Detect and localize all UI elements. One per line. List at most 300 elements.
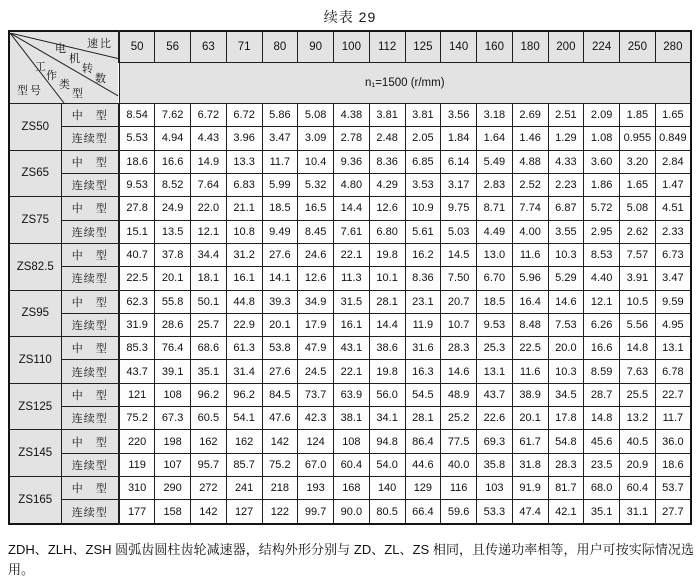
value-cell: 85.3	[119, 337, 155, 360]
value-cell: 13.1	[655, 337, 691, 360]
value-cell: 28.1	[405, 407, 441, 430]
value-cell: 43.1	[334, 337, 370, 360]
type-cell-medium: 中 型	[61, 383, 119, 406]
value-cell: 8.36	[369, 150, 405, 173]
value-cell: 6.78	[655, 360, 691, 383]
model-row-continuous	[9, 173, 691, 196]
value-cell: 2.48	[369, 127, 405, 150]
value-cell: 12.6	[298, 267, 334, 290]
model-cell: ZS50	[9, 104, 61, 151]
motor-speed-note: n₁=1500 (r/mm)	[119, 63, 691, 104]
value-cell: 1.86	[584, 173, 620, 196]
value-cell: 290	[155, 477, 191, 500]
value-cell: 16.2	[405, 243, 441, 266]
value-cell: 4.38	[334, 104, 370, 127]
value-cell: 2.83	[477, 173, 513, 196]
value-cell: 9.36	[334, 150, 370, 173]
value-cell: 44.6	[405, 453, 441, 476]
ratio-header-cell: 125	[405, 31, 441, 63]
value-cell: 47.4	[512, 500, 548, 524]
value-cell: 8.71	[477, 197, 513, 220]
value-cell: 45.6	[584, 430, 620, 453]
value-cell: 36.0	[655, 430, 691, 453]
value-cell: 60.4	[620, 477, 656, 500]
value-cell: 162	[226, 430, 262, 453]
value-cell: 218	[262, 477, 298, 500]
value-cell: 43.7	[477, 383, 513, 406]
table-title: 续表 29	[323, 9, 377, 25]
value-cell: 66.4	[405, 500, 441, 524]
value-cell: 22.5	[512, 337, 548, 360]
value-cell: 40.0	[441, 453, 477, 476]
value-cell: 25.7	[191, 313, 227, 336]
value-cell: 61.3	[226, 337, 262, 360]
value-cell: 7.64	[191, 173, 227, 196]
value-cell: 18.6	[119, 150, 155, 173]
value-cell: 129	[405, 477, 441, 500]
value-cell: 0.849	[655, 127, 691, 150]
value-cell: 34.5	[548, 383, 584, 406]
value-cell: 7.57	[620, 243, 656, 266]
value-cell: 31.1	[620, 500, 656, 524]
value-cell: 7.62	[155, 104, 191, 127]
value-cell: 34.1	[369, 407, 405, 430]
value-cell: 34.9	[298, 290, 334, 313]
value-cell: 4.80	[334, 173, 370, 196]
value-cell: 47.6	[262, 407, 298, 430]
value-cell: 220	[119, 430, 155, 453]
value-cell: 31.8	[512, 453, 548, 476]
value-cell: 3.20	[620, 150, 656, 173]
value-cell: 22.5	[119, 267, 155, 290]
value-cell: 158	[155, 500, 191, 524]
value-cell: 13.2	[620, 407, 656, 430]
reducer-spec-table	[8, 30, 692, 525]
value-cell: 124	[298, 430, 334, 453]
value-cell: 5.72	[584, 197, 620, 220]
value-cell: 142	[262, 430, 298, 453]
value-cell: 16.5	[298, 197, 334, 220]
value-cell: 16.6	[155, 150, 191, 173]
value-cell: 95.7	[191, 453, 227, 476]
value-cell: 9.49	[262, 220, 298, 243]
value-cell: 310	[119, 477, 155, 500]
value-cell: 69.3	[477, 430, 513, 453]
type-cell-continuous: 连续型	[61, 313, 119, 336]
model-row-continuous	[9, 453, 691, 476]
value-cell: 2.95	[584, 220, 620, 243]
value-cell: 85.7	[226, 453, 262, 476]
value-cell: 1.08	[584, 127, 620, 150]
value-cell: 22.7	[655, 383, 691, 406]
value-cell: 31.4	[226, 360, 262, 383]
value-cell: 18.5	[262, 197, 298, 220]
value-cell: 10.3	[548, 243, 584, 266]
value-cell: 6.80	[369, 220, 405, 243]
value-cell: 127	[226, 500, 262, 524]
value-cell: 35.1	[584, 500, 620, 524]
value-cell: 168	[334, 477, 370, 500]
value-cell: 20.1	[262, 313, 298, 336]
value-cell: 119	[119, 453, 155, 476]
type-cell-medium: 中 型	[61, 430, 119, 453]
value-cell: 1.29	[548, 127, 584, 150]
value-cell: 53.7	[655, 477, 691, 500]
model-cell: ZS125	[9, 383, 61, 430]
value-cell: 73.7	[298, 383, 334, 406]
model-cell: ZS145	[9, 430, 61, 477]
value-cell: 28.3	[548, 453, 584, 476]
type-cell-medium: 中 型	[61, 290, 119, 313]
type-cell-medium: 中 型	[61, 337, 119, 360]
value-cell: 6.83	[226, 173, 262, 196]
value-cell: 108	[334, 430, 370, 453]
value-cell: 103	[477, 477, 513, 500]
value-cell: 5.86	[262, 104, 298, 127]
value-cell: 6.72	[191, 104, 227, 127]
value-cell: 62.3	[119, 290, 155, 313]
value-cell: 4.51	[655, 197, 691, 220]
ratio-header-cell: 71	[226, 31, 262, 63]
model-row-medium	[9, 337, 691, 360]
value-cell: 8.45	[298, 220, 334, 243]
model-row-continuous	[9, 220, 691, 243]
value-cell: 28.1	[369, 290, 405, 313]
value-cell: 35.8	[477, 453, 513, 476]
value-cell: 3.53	[405, 173, 441, 196]
ratio-header-cell: 250	[620, 31, 656, 63]
value-cell: 2.69	[512, 104, 548, 127]
model-cell: ZS110	[9, 337, 61, 384]
value-cell: 34.4	[191, 243, 227, 266]
value-cell: 24.6	[298, 243, 334, 266]
value-cell: 8.53	[584, 243, 620, 266]
value-cell: 108	[155, 383, 191, 406]
value-cell: 3.81	[369, 104, 405, 127]
model-row-medium	[9, 197, 691, 220]
value-cell: 4.40	[584, 267, 620, 290]
value-cell: 2.51	[548, 104, 584, 127]
value-cell: 3.18	[477, 104, 513, 127]
value-cell: 23.1	[405, 290, 441, 313]
model-cell: ZS65	[9, 150, 61, 197]
value-cell: 59.6	[441, 500, 477, 524]
value-cell: 24.9	[155, 197, 191, 220]
value-cell: 6.87	[548, 197, 584, 220]
value-cell: 7.61	[334, 220, 370, 243]
value-cell: 6.73	[655, 243, 691, 266]
value-cell: 60.5	[191, 407, 227, 430]
value-cell: 13.1	[477, 360, 513, 383]
value-cell: 31.5	[334, 290, 370, 313]
value-cell: 6.70	[477, 267, 513, 290]
value-cell: 6.72	[226, 104, 262, 127]
value-cell: 13.0	[477, 243, 513, 266]
value-cell: 10.3	[548, 360, 584, 383]
value-cell: 27.6	[262, 243, 298, 266]
value-cell: 122	[262, 500, 298, 524]
value-cell: 107	[155, 453, 191, 476]
value-cell: 42.3	[298, 407, 334, 430]
value-cell: 67.3	[155, 407, 191, 430]
value-cell: 14.6	[441, 360, 477, 383]
value-cell: 35.1	[191, 360, 227, 383]
value-cell: 2.78	[334, 127, 370, 150]
value-cell: 3.56	[441, 104, 477, 127]
value-cell: 9.53	[119, 173, 155, 196]
value-cell: 14.6	[548, 290, 584, 313]
value-cell: 22.0	[191, 197, 227, 220]
value-cell: 28.6	[155, 313, 191, 336]
value-cell: 11.3	[334, 267, 370, 290]
model-row-continuous	[9, 313, 691, 336]
value-cell: 5.08	[620, 197, 656, 220]
value-cell: 3.47	[262, 127, 298, 150]
type-cell-continuous: 连续型	[61, 360, 119, 383]
ratio-header-cell: 180	[512, 31, 548, 63]
model-cell: ZS75	[9, 197, 61, 244]
value-cell: 10.8	[226, 220, 262, 243]
value-cell: 1.64	[477, 127, 513, 150]
value-cell: 94.8	[369, 430, 405, 453]
value-cell: 4.29	[369, 173, 405, 196]
value-cell: 9.59	[655, 290, 691, 313]
ratio-header-cell: 200	[548, 31, 584, 63]
value-cell: 63.9	[334, 383, 370, 406]
ratio-header-cell: 56	[155, 31, 191, 63]
value-cell: 2.05	[405, 127, 441, 150]
value-cell: 60.4	[334, 453, 370, 476]
model-label: 型号	[17, 84, 43, 97]
value-cell: 53.8	[262, 337, 298, 360]
value-cell: 10.5	[620, 290, 656, 313]
value-cell: 10.4	[298, 150, 334, 173]
value-cell: 3.55	[548, 220, 584, 243]
value-cell: 5.32	[298, 173, 334, 196]
value-cell: 75.2	[119, 407, 155, 430]
value-cell: 14.8	[584, 407, 620, 430]
value-cell: 193	[298, 477, 334, 500]
value-cell: 4.95	[655, 313, 691, 336]
value-cell: 2.23	[548, 173, 584, 196]
value-cell: 14.5	[441, 243, 477, 266]
type-cell-continuous: 连续型	[61, 453, 119, 476]
value-cell: 25.5	[620, 383, 656, 406]
table-body	[9, 104, 691, 525]
value-cell: 15.1	[119, 220, 155, 243]
value-cell: 96.2	[191, 383, 227, 406]
value-cell: 23.5	[584, 453, 620, 476]
value-cell: 7.74	[512, 197, 548, 220]
type-cell-continuous: 连续型	[61, 407, 119, 430]
value-cell: 162	[191, 430, 227, 453]
value-cell: 14.8	[620, 337, 656, 360]
value-cell: 4.88	[512, 150, 548, 173]
value-cell: 54.1	[226, 407, 262, 430]
value-cell: 22.6	[477, 407, 513, 430]
ratio-header-cell: 63	[191, 31, 227, 63]
value-cell: 140	[369, 477, 405, 500]
value-cell: 241	[226, 477, 262, 500]
value-cell: 39.1	[155, 360, 191, 383]
value-cell: 4.00	[512, 220, 548, 243]
value-cell: 121	[119, 383, 155, 406]
value-cell: 50.1	[191, 290, 227, 313]
value-cell: 10.9	[405, 197, 441, 220]
value-cell: 19.8	[369, 360, 405, 383]
type-cell-medium: 中 型	[61, 150, 119, 173]
value-cell: 20.9	[620, 453, 656, 476]
value-cell: 14.9	[191, 150, 227, 173]
value-cell: 16.6	[584, 337, 620, 360]
value-cell: 1.46	[512, 127, 548, 150]
value-cell: 27.6	[262, 360, 298, 383]
value-cell: 8.54	[119, 104, 155, 127]
value-cell: 8.36	[405, 267, 441, 290]
value-cell: 7.53	[548, 313, 584, 336]
value-cell: 54.0	[369, 453, 405, 476]
value-cell: 16.3	[405, 360, 441, 383]
ratio-header-cell: 80	[262, 31, 298, 63]
value-cell: 6.14	[441, 150, 477, 173]
value-cell: 17.8	[548, 407, 584, 430]
ratio-header-cell: 100	[334, 31, 370, 63]
type-cell-continuous: 连续型	[61, 173, 119, 196]
value-cell: 24.5	[298, 360, 334, 383]
value-cell: 3.09	[298, 127, 334, 150]
type-cell-continuous: 连续型	[61, 127, 119, 150]
value-cell: 4.33	[548, 150, 584, 173]
model-cell: ZS82.5	[9, 243, 61, 290]
value-cell: 20.0	[548, 337, 584, 360]
type-cell-continuous: 连续型	[61, 267, 119, 290]
value-cell: 17.9	[298, 313, 334, 336]
value-cell: 3.81	[405, 104, 441, 127]
diagonal-header: 速比 电 机 转 数 工 作 类 型 型号	[10, 33, 118, 103]
type-cell-medium: 中 型	[61, 104, 119, 127]
value-cell: 80.5	[369, 500, 405, 524]
value-cell: 9.75	[441, 197, 477, 220]
type-cell-continuous: 连续型	[61, 500, 119, 524]
value-cell: 5.96	[512, 267, 548, 290]
value-cell: 20.1	[512, 407, 548, 430]
value-cell: 38.1	[334, 407, 370, 430]
value-cell: 5.61	[405, 220, 441, 243]
value-cell: 12.6	[369, 197, 405, 220]
value-cell: 19.8	[369, 243, 405, 266]
value-cell: 4.43	[191, 127, 227, 150]
value-cell: 38.9	[512, 383, 548, 406]
ratio-header-cell: 224	[584, 31, 620, 63]
value-cell: 11.6	[512, 243, 548, 266]
value-cell: 20.7	[441, 290, 477, 313]
value-cell: 12.1	[191, 220, 227, 243]
value-cell: 1.84	[441, 127, 477, 150]
value-cell: 28.3	[441, 337, 477, 360]
value-cell: 76.4	[155, 337, 191, 360]
footnote: ZDH、ZLH、ZSH 圆弧齿圆柱齿轮减速器，结构外形分别与 ZD、ZL、ZS 相同，且传递功率相等，用户可按实际情况选用。	[8, 542, 694, 577]
ratio-header-row	[9, 31, 691, 63]
value-cell: 116	[441, 477, 477, 500]
value-cell: 55.8	[155, 290, 191, 313]
value-cell: 48.9	[441, 383, 477, 406]
value-cell: 5.53	[119, 127, 155, 150]
value-cell: 91.9	[512, 477, 548, 500]
value-cell: 177	[119, 500, 155, 524]
value-cell: 27.7	[655, 500, 691, 524]
value-cell: 2.33	[655, 220, 691, 243]
value-cell: 54.5	[405, 383, 441, 406]
value-cell: 18.1	[191, 267, 227, 290]
value-cell: 7.50	[441, 267, 477, 290]
value-cell: 5.56	[620, 313, 656, 336]
value-cell: 7.63	[620, 360, 656, 383]
model-row-continuous	[9, 127, 691, 150]
value-cell: 11.9	[405, 313, 441, 336]
corner-header-cell	[9, 31, 119, 104]
value-cell: 0.955	[620, 127, 656, 150]
value-cell: 40.7	[119, 243, 155, 266]
value-cell: 18.6	[655, 453, 691, 476]
value-cell: 99.7	[298, 500, 334, 524]
model-row-medium	[9, 104, 691, 127]
type-cell-medium: 中 型	[61, 197, 119, 220]
value-cell: 4.94	[155, 127, 191, 150]
model-cell: ZS165	[9, 477, 61, 525]
value-cell: 47.9	[298, 337, 334, 360]
value-cell: 20.1	[155, 267, 191, 290]
model-row-continuous	[9, 500, 691, 524]
model-row-medium	[9, 383, 691, 406]
value-cell: 18.5	[477, 290, 513, 313]
value-cell: 1.65	[655, 104, 691, 127]
ratio-header-cell: 160	[477, 31, 513, 63]
value-cell: 3.47	[655, 267, 691, 290]
ratio-header-cell: 112	[369, 31, 405, 63]
value-cell: 5.29	[548, 267, 584, 290]
ratio-header-cell: 90	[298, 31, 334, 63]
model-row-continuous	[9, 267, 691, 290]
value-cell: 10.1	[369, 267, 405, 290]
value-cell: 37.8	[155, 243, 191, 266]
value-cell: 5.03	[441, 220, 477, 243]
type-cell-continuous: 连续型	[61, 220, 119, 243]
value-cell: 3.60	[584, 150, 620, 173]
value-cell: 6.26	[584, 313, 620, 336]
value-cell: 81.7	[548, 477, 584, 500]
value-cell: 42.1	[548, 500, 584, 524]
value-cell: 54.8	[548, 430, 584, 453]
value-cell: 2.62	[620, 220, 656, 243]
value-cell: 39.3	[262, 290, 298, 313]
ratio-header-cell: 50	[119, 31, 155, 63]
value-cell: 1.85	[620, 104, 656, 127]
value-cell: 21.1	[226, 197, 262, 220]
model-row-medium	[9, 290, 691, 313]
value-cell: 3.91	[620, 267, 656, 290]
value-cell: 31.2	[226, 243, 262, 266]
value-cell: 5.49	[477, 150, 513, 173]
value-cell: 53.3	[477, 500, 513, 524]
value-cell: 14.4	[334, 197, 370, 220]
model-row-medium	[9, 430, 691, 453]
value-cell: 31.9	[119, 313, 155, 336]
value-cell: 4.49	[477, 220, 513, 243]
value-cell: 11.7	[655, 407, 691, 430]
value-cell: 22.1	[334, 243, 370, 266]
value-cell: 27.8	[119, 197, 155, 220]
value-cell: 142	[191, 500, 227, 524]
